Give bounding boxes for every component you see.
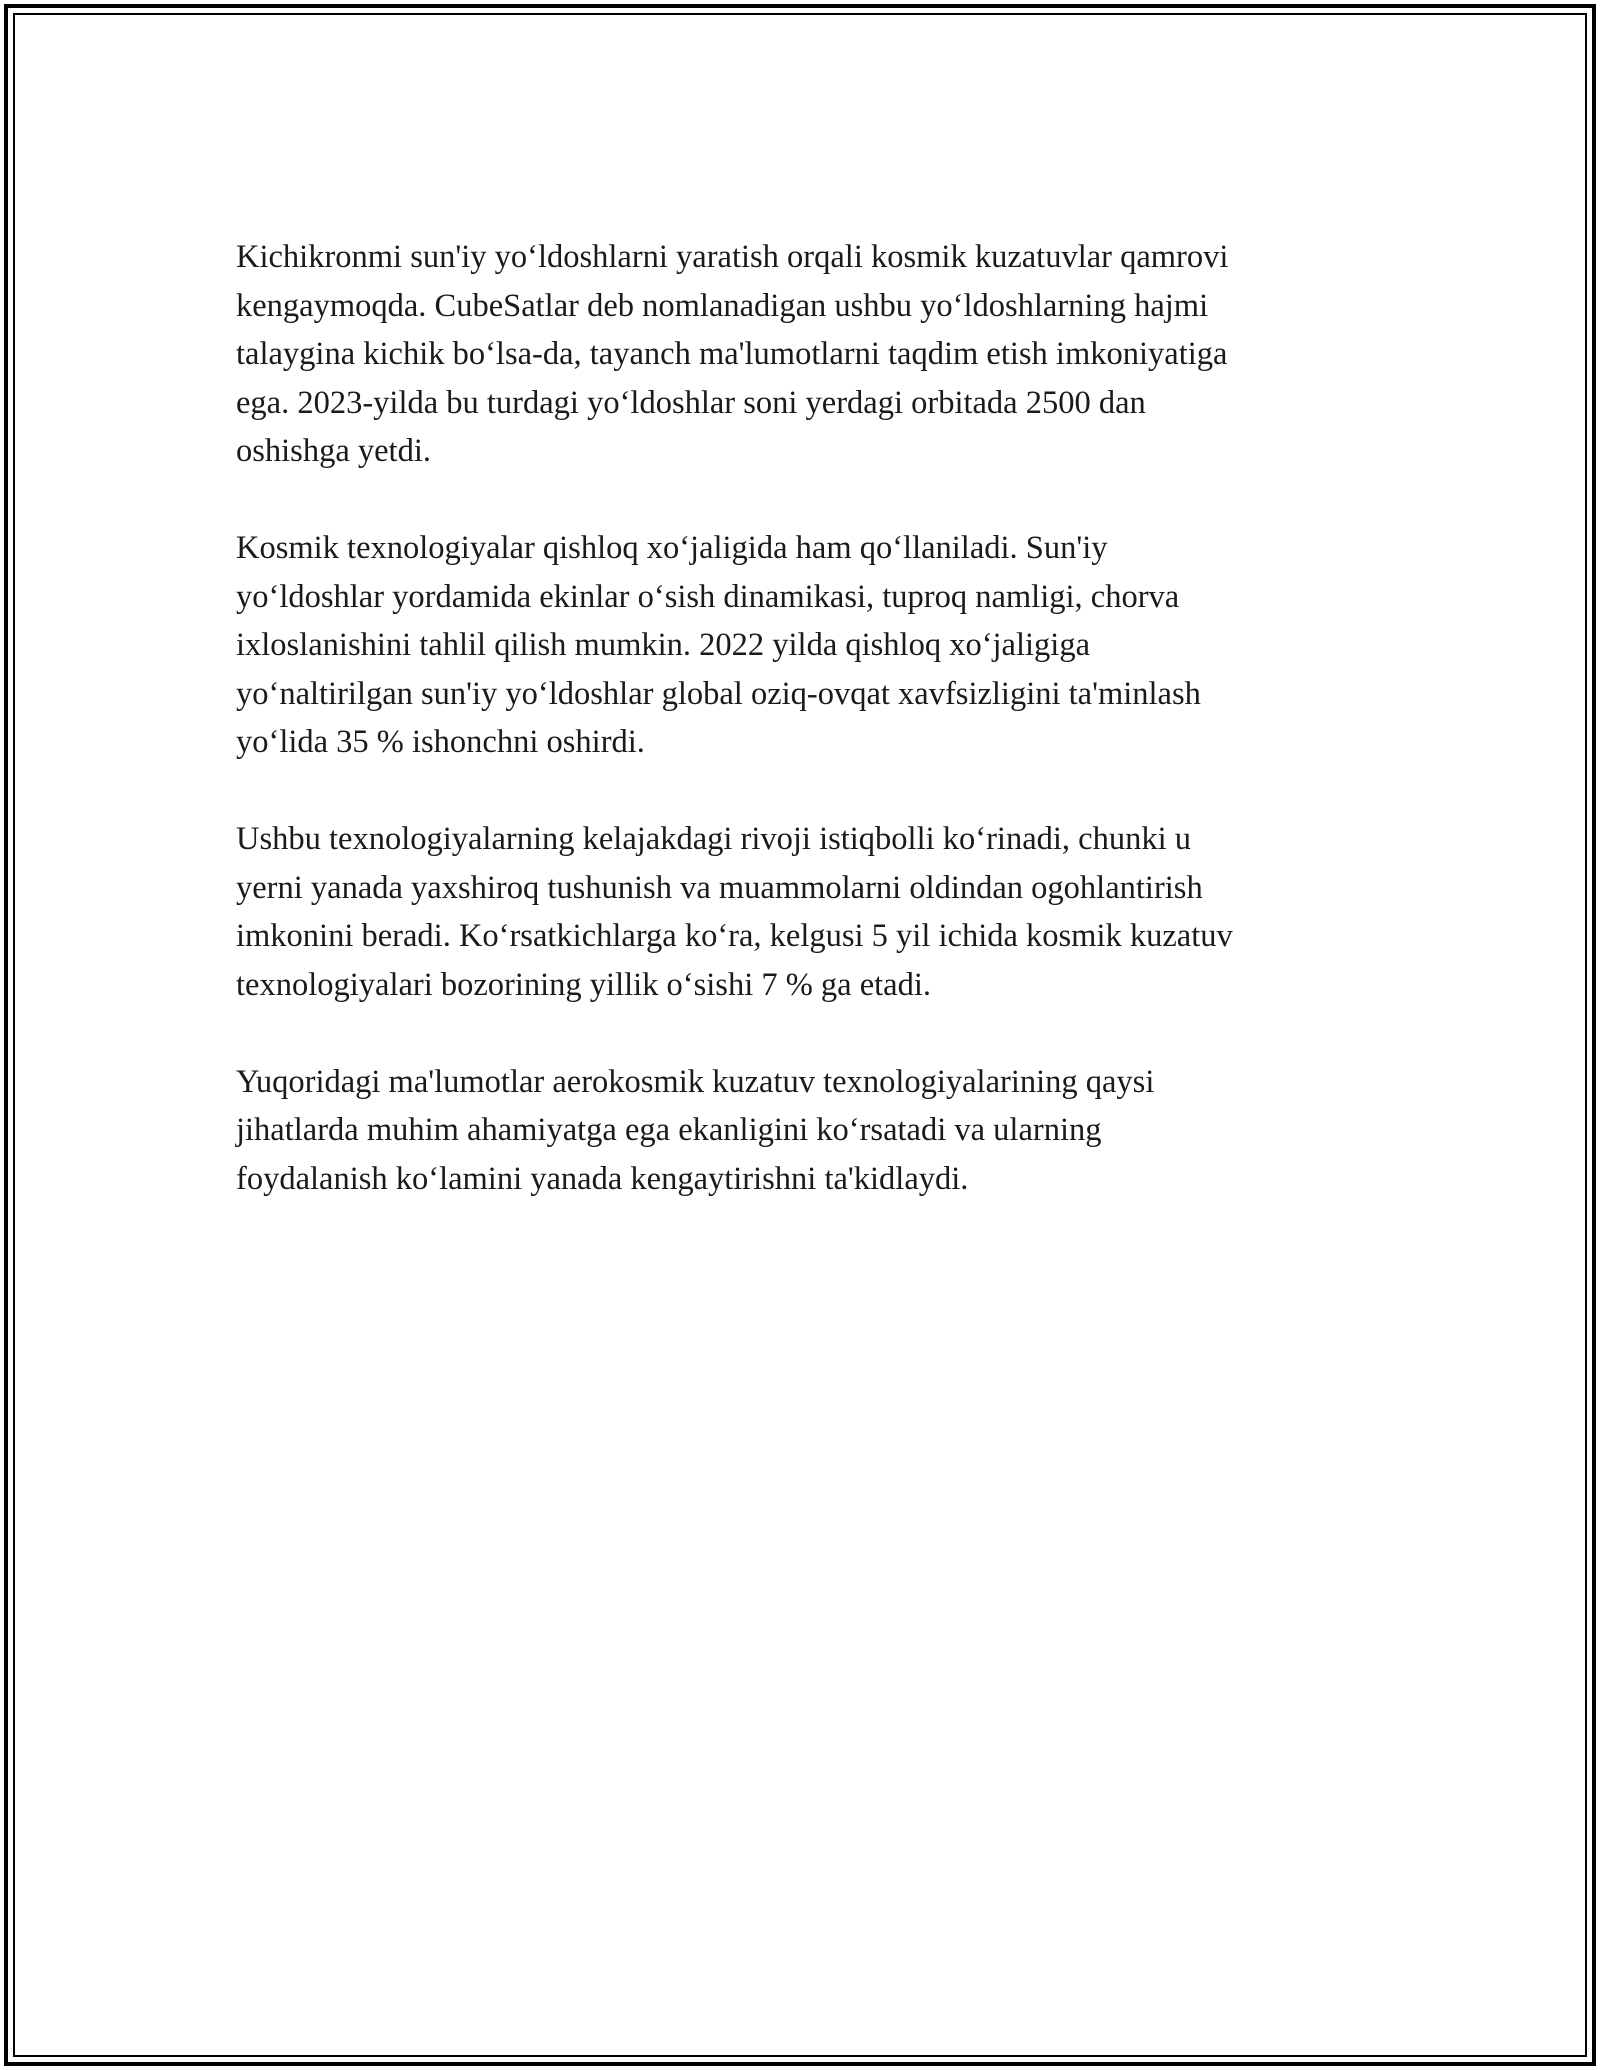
document-body <box>236 233 1376 1252</box>
paragraph-conclusion: Yuqoridagi ma'lumotlar aerokosmik kuzatuv texnologiyalarining qaysi jihatlarda muhim ahamiyatga ega ekanligini koʻrsatadi va ularning foydalanish koʻlamini yanada kengaytirishni ta'kidlaydi. <box>236 1063 1155 1197</box>
paragraph-cubesats: Kichikronmi sun'iy yoʻldoshlarni yaratish orqali kosmik kuzatuvlar qamrovi kengaymoqda. CubeSatlar deb nomlanadigan ushbu yoʻldoshlarning hajmi talaygina kichik boʻlsa-da, tayanch ma'lumotlarni taqdim etish imkoniyatiga ega. 2023-yilda bu turdagi yoʻldoshlar soni yerdagi orbitada 2500 dan oshishga yetdi. <box>236 239 1229 469</box>
paragraph-agriculture: Kosmik texnologiyalar qishloq xoʻjaligida ham qoʻllaniladi. Sun'iy yoʻldoshlar yordamida ekinlar oʻsish dinamikasi, tuproq namligi, chorva ixloslanishini tahlil qilish mumkin. 2022 yilda qishloq xoʻjaligiga yoʻnaltirilgan sun'iy yoʻldoshlar global oziq-ovqat xavfsizligini ta'minlash yoʻlida 35 % ishonchni oshirdi. <box>236 530 1201 760</box>
paragraph-future: Ushbu texnologiyalarning kelajakdagi rivoji istiqbolli koʻrinadi, chunki u yerni yanada yaxshiroq tushunish va muammolarni oldindan ogohlantirish imkonini beradi. Koʻrsatkichlarga koʻra, kelgusi 5 yil ichida kosmik kuzatuv texnologiyalari bozorining yillik oʻsishi 7 % ga etadi. <box>236 821 1233 1003</box>
